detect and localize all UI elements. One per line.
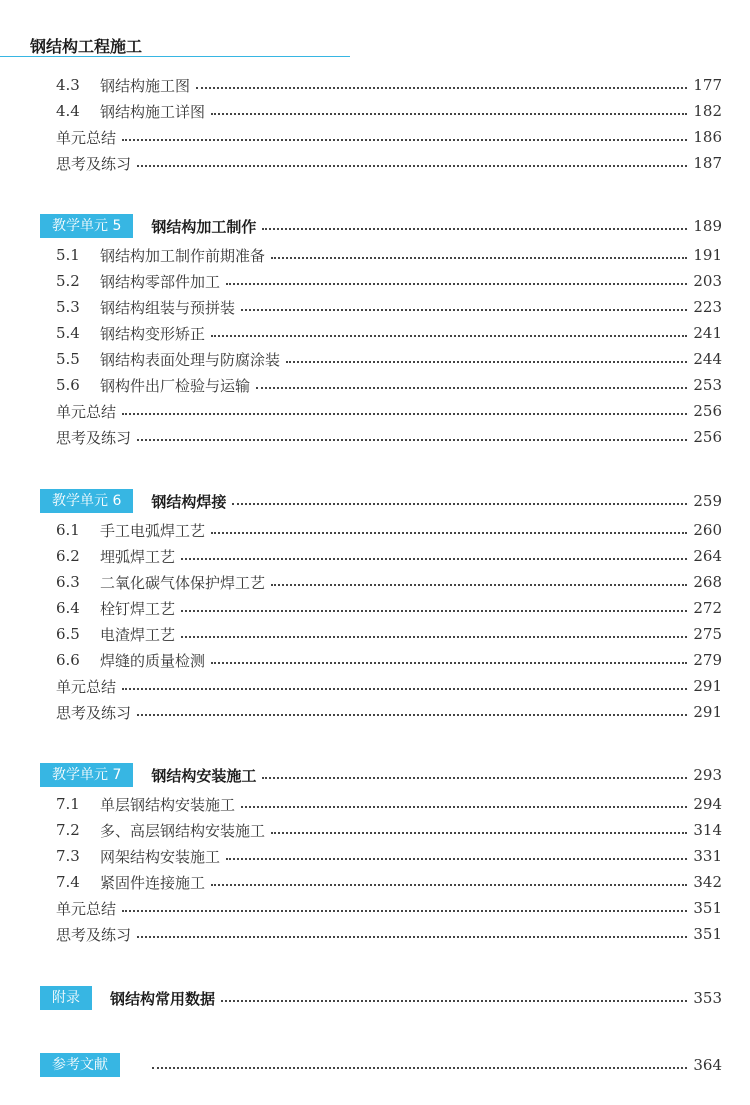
entry-title: 钢结构施工图 (100, 76, 191, 95)
leader-dots (181, 556, 687, 560)
entry-number: 6.6 (56, 651, 80, 669)
leader-dots (181, 634, 687, 638)
leader-dots (122, 411, 687, 415)
toc-entry[interactable] (56, 895, 722, 921)
entry-page: 253 (693, 376, 722, 394)
unit-page: 189 (693, 217, 722, 235)
entry-page: 342 (693, 873, 722, 891)
entry-title: 思考及练习 (56, 925, 132, 944)
unit-title: 钢结构焊接 (151, 492, 227, 511)
leader-dots (262, 775, 687, 779)
entry-page: 256 (693, 428, 722, 446)
entry-title: 单元总结 (56, 402, 117, 421)
entry-title: 单元总结 (56, 128, 117, 147)
toc-entry[interactable] (56, 72, 722, 98)
references-heading[interactable] (40, 1053, 722, 1077)
toc-entry[interactable] (56, 346, 722, 372)
entry-page: 272 (693, 599, 722, 617)
entry-page: 223 (693, 298, 722, 316)
header-rule (0, 56, 350, 57)
entry-page: 279 (693, 651, 722, 669)
leader-dots (232, 501, 687, 505)
unit-heading-5[interactable] (40, 214, 722, 238)
entry-title: 钢结构变形矫正 (100, 324, 206, 343)
leader-dots (226, 281, 687, 285)
toc-entry[interactable] (56, 817, 722, 843)
entry-number: 7.2 (56, 821, 80, 839)
entry-title: 钢结构施工详图 (100, 102, 206, 121)
leader-dots (122, 686, 687, 690)
entry-title: 紧固件连接施工 (100, 873, 206, 892)
appendix-title: 钢结构常用数据 (110, 989, 216, 1008)
unit-page: 259 (693, 492, 722, 510)
entry-number: 5.5 (56, 350, 80, 368)
toc-entry[interactable] (56, 150, 722, 176)
entry-title: 栓钉焊工艺 (100, 599, 176, 618)
entry-page: 314 (693, 821, 722, 839)
leader-dots (226, 856, 687, 860)
entry-page: 203 (693, 272, 722, 290)
leader-dots (122, 137, 687, 141)
leader-dots (221, 998, 687, 1002)
entry-title: 网架结构安装施工 (100, 847, 221, 866)
unit-title: 钢结构安装施工 (151, 766, 257, 785)
entry-title: 钢结构组装与预拼装 (100, 298, 236, 317)
leader-dots (211, 882, 687, 886)
leader-dots (137, 437, 687, 441)
entry-page: 177 (693, 76, 722, 94)
entry-page: 351 (693, 925, 722, 943)
entry-page: 256 (693, 402, 722, 420)
toc-entry[interactable] (56, 98, 722, 124)
entry-title: 单层钢结构安装施工 (100, 795, 236, 814)
leader-dots (262, 226, 687, 230)
toc-entry[interactable] (56, 791, 722, 817)
toc-entry[interactable] (56, 517, 722, 543)
entry-title: 单元总结 (56, 899, 117, 918)
unit-heading-7[interactable] (40, 763, 722, 787)
toc-entry[interactable] (56, 843, 722, 869)
leader-dots (271, 830, 687, 834)
leader-dots (286, 359, 687, 363)
appendix-heading[interactable] (40, 986, 722, 1010)
entry-page: 244 (693, 350, 722, 368)
toc-entry[interactable] (56, 673, 722, 699)
entry-page: 241 (693, 324, 722, 342)
leader-dots (122, 908, 687, 912)
entry-number: 7.1 (56, 795, 80, 813)
entry-page: 191 (693, 246, 722, 264)
appendix-badge: 附录 (40, 986, 92, 1010)
entry-number: 5.2 (56, 272, 80, 290)
unit-badge: 教学单元 6 (40, 489, 133, 513)
entry-title: 埋弧焊工艺 (100, 547, 176, 566)
toc-entry[interactable] (56, 543, 722, 569)
toc-entry[interactable] (56, 569, 722, 595)
entry-page: 260 (693, 521, 722, 539)
entry-title: 思考及练习 (56, 428, 132, 447)
entry-page: 264 (693, 547, 722, 565)
leader-dots (241, 307, 687, 311)
entry-page: 291 (693, 677, 722, 695)
toc-entry[interactable] (56, 621, 722, 647)
leader-dots (181, 608, 687, 612)
toc-entry[interactable] (56, 398, 722, 424)
toc-entry[interactable] (56, 372, 722, 398)
leader-dots (137, 712, 687, 716)
unit-badge: 教学单元 5 (40, 214, 133, 238)
entry-title: 电渣焊工艺 (100, 625, 176, 644)
unit-badge: 教学单元 7 (40, 763, 133, 787)
entry-number: 6.1 (56, 521, 80, 539)
unit-heading-6[interactable] (40, 489, 722, 513)
leader-dots (152, 1065, 687, 1069)
entry-title: 钢结构表面处理与防腐涂装 (100, 350, 281, 369)
leader-dots (137, 934, 687, 938)
entry-title: 钢结构零部件加工 (100, 272, 221, 291)
entry-page: 275 (693, 625, 722, 643)
leader-dots (211, 333, 687, 337)
toc-entry[interactable] (56, 424, 722, 450)
toc-entry[interactable] (56, 595, 722, 621)
entry-title: 思考及练习 (56, 703, 132, 722)
entry-number: 5.6 (56, 376, 80, 394)
leader-dots (137, 163, 687, 167)
toc-entry[interactable] (56, 647, 722, 673)
entry-title: 二氧化碳气体保护焊工艺 (100, 573, 266, 592)
leader-dots (271, 582, 687, 586)
toc-entry[interactable] (56, 699, 722, 725)
leader-dots (211, 660, 687, 664)
entry-title: 多、高层钢结构安装施工 (100, 821, 266, 840)
entry-number: 6.4 (56, 599, 80, 617)
leader-dots (271, 255, 687, 259)
appendix-page: 353 (693, 989, 722, 1007)
leader-dots (256, 385, 687, 389)
leader-dots (196, 85, 687, 89)
entry-title: 思考及练习 (56, 154, 132, 173)
page-header (0, 0, 750, 60)
toc-entry[interactable] (56, 921, 722, 947)
leader-dots (211, 530, 687, 534)
references-page: 364 (693, 1056, 722, 1074)
entry-page: 182 (693, 102, 722, 120)
entry-number: 5.1 (56, 246, 80, 264)
entry-number: 7.3 (56, 847, 80, 865)
book-title: 钢结构工程施工 (30, 37, 143, 56)
toc-entry[interactable] (56, 320, 722, 346)
toc-entry[interactable] (56, 242, 722, 268)
entry-page: 294 (693, 795, 722, 813)
toc-entry[interactable] (56, 124, 722, 150)
entry-number: 5.3 (56, 298, 80, 316)
entry-page: 351 (693, 899, 722, 917)
toc-entry[interactable] (56, 869, 722, 895)
entry-number: 7.4 (56, 873, 80, 891)
entry-title: 单元总结 (56, 677, 117, 696)
entry-page: 291 (693, 703, 722, 721)
entry-title: 钢结构加工制作前期准备 (100, 246, 266, 265)
entry-number: 6.2 (56, 547, 80, 565)
entry-title: 焊缝的质量检测 (100, 651, 206, 670)
entry-page: 186 (693, 128, 722, 146)
entry-title: 钢构件出厂检验与运输 (100, 376, 251, 395)
leader-dots (241, 804, 687, 808)
entry-title: 手工电弧焊工艺 (100, 521, 206, 540)
entry-number: 4.4 (56, 102, 80, 120)
entry-number: 6.3 (56, 573, 80, 591)
leader-dots (211, 111, 687, 115)
toc-entry[interactable] (56, 294, 722, 320)
entry-page: 187 (693, 154, 722, 172)
entry-number: 6.5 (56, 625, 80, 643)
references-badge: 参考文献 (40, 1053, 120, 1077)
entry-page: 268 (693, 573, 722, 591)
unit-page: 293 (693, 766, 722, 784)
entry-number: 4.3 (56, 76, 80, 94)
entry-page: 331 (693, 847, 722, 865)
unit-title: 钢结构加工制作 (151, 217, 257, 236)
toc-entry[interactable] (56, 268, 722, 294)
entry-number: 5.4 (56, 324, 80, 342)
